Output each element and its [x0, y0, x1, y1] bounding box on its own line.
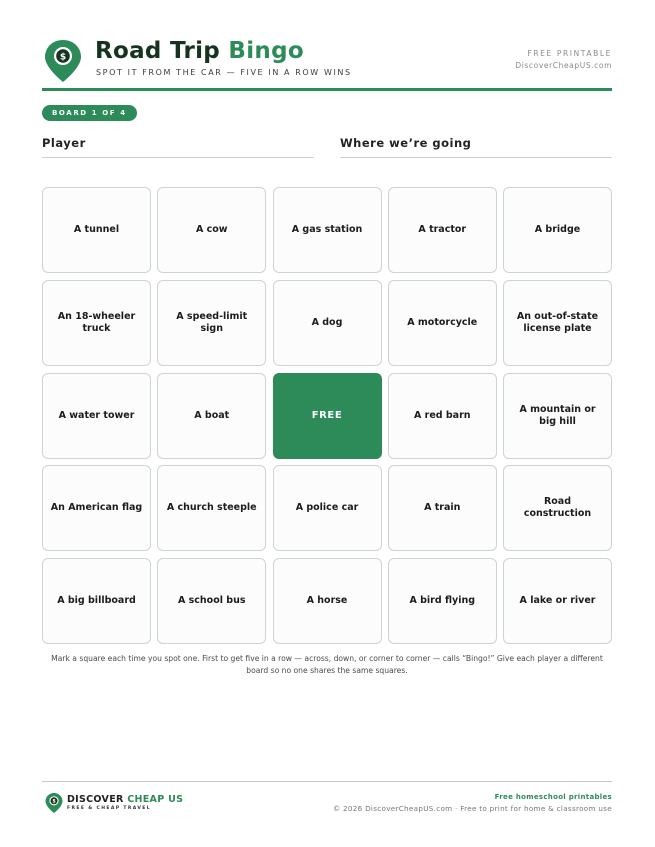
- bingo-square-label: A red barn: [413, 409, 471, 421]
- bingo-square-label: A speed-limit sign: [176, 310, 248, 334]
- bingo-square-label: A motorcycle: [407, 316, 478, 328]
- bingo-square[interactable]: [388, 558, 497, 644]
- bingo-square-label: A bird flying: [409, 595, 476, 606]
- brand-tagline: FREE & CHEAP TRAVEL: [67, 806, 151, 811]
- bingo-square-label: FREE: [311, 409, 343, 421]
- bingo-square[interactable]: [273, 558, 382, 644]
- bingo-square-label: An 18-wheeler truck: [57, 310, 136, 334]
- header-divider: [42, 88, 612, 91]
- bingo-square-label: A church steeple: [166, 502, 257, 514]
- bingo-square-label: A mountain or big hill: [519, 403, 596, 427]
- bingo-square[interactable]: [42, 187, 151, 273]
- bingo-square[interactable]: [157, 465, 266, 551]
- bingo-square[interactable]: [42, 373, 151, 459]
- bingo-square[interactable]: [157, 280, 266, 366]
- bingo-square-label: Road construction: [523, 496, 592, 520]
- bingo-square[interactable]: [503, 465, 612, 551]
- bingo-square[interactable]: [273, 280, 382, 366]
- brand-accent: CHEAP US: [127, 794, 184, 805]
- brand-main: DISCOVER: [67, 794, 124, 805]
- bingo-square-label: A water tower: [58, 409, 135, 421]
- bingo-square[interactable]: [388, 373, 497, 459]
- bingo-square[interactable]: [42, 465, 151, 551]
- title-main: Road Trip: [95, 38, 221, 64]
- bingo-square-label: An American flag: [50, 502, 143, 514]
- instructions-text: Mark a square each time you spot one. First to get five in a row — across, down, or corner to corner — calls “Bingo!” Give each player a different board so no one shares the same squares.: [51, 654, 603, 675]
- bingo-board: [42, 187, 612, 644]
- svg-text:$: $: [59, 52, 67, 63]
- bingo-square[interactable]: [273, 465, 382, 551]
- bingo-square-label: An out-of-state license plate: [516, 310, 599, 334]
- bingo-square-label: A train: [424, 502, 461, 514]
- bingo-square[interactable]: [157, 558, 266, 644]
- bingo-square[interactable]: [388, 187, 497, 273]
- bingo-square[interactable]: [157, 187, 266, 273]
- title-accent: Bingo: [228, 38, 304, 64]
- player-field[interactable]: [42, 136, 314, 158]
- footer-info: [333, 792, 612, 814]
- bingo-square[interactable]: [503, 280, 612, 366]
- bingo-square[interactable]: [157, 373, 266, 459]
- destination-field[interactable]: [340, 136, 612, 158]
- destination-label: Where we’re going: [340, 136, 472, 150]
- bingo-square[interactable]: [503, 373, 612, 459]
- bingo-square-label: A big billboard: [57, 595, 136, 606]
- footer-copyright: © 2026 DiscoverCheapUS.com · Free to print for home & classroom use: [332, 804, 612, 813]
- bingo-square-label: A horse: [306, 595, 348, 606]
- bingo-square-label: A gas station: [291, 224, 363, 235]
- header-meta: [515, 48, 612, 72]
- bingo-square[interactable]: [388, 465, 497, 551]
- bingo-square-label: A cow: [195, 224, 228, 235]
- footer-divider: [42, 781, 612, 782]
- page-header: [42, 36, 612, 90]
- bingo-free-square[interactable]: [273, 373, 382, 459]
- bingo-square-label: A bridge: [534, 224, 581, 235]
- svg-text:$: $: [52, 799, 56, 805]
- bingo-square-label: A lake or river: [519, 595, 596, 606]
- bingo-square-label: A tunnel: [73, 224, 120, 235]
- footer-headline: Free homeschool printables: [494, 793, 612, 801]
- bingo-square-label: A school bus: [177, 595, 246, 606]
- bingo-square[interactable]: [503, 558, 612, 644]
- bingo-square-label: A tractor: [418, 224, 467, 235]
- bingo-square-label: A dog: [311, 316, 343, 328]
- bingo-square[interactable]: [42, 558, 151, 644]
- bingo-square[interactable]: [42, 280, 151, 366]
- dollar-map-pin-icon: [44, 792, 64, 814]
- bingo-square[interactable]: [503, 187, 612, 273]
- board-number-badge: BOARD 1 OF 4: [42, 105, 137, 121]
- bingo-square[interactable]: [273, 187, 382, 273]
- page-title: [95, 38, 304, 64]
- site-url: DiscoverCheapUS.com: [515, 61, 612, 70]
- bingo-square-label: A police car: [295, 502, 359, 514]
- footer-brand: [67, 794, 183, 805]
- free-printable-label: FREE PRINTABLE: [527, 49, 612, 58]
- player-label: Player: [42, 136, 86, 150]
- page-subtitle: SPOT IT FROM THE CAR — FIVE IN A ROW WINS: [96, 68, 352, 77]
- bingo-square-label: A boat: [194, 409, 230, 421]
- dollar-map-pin-icon: [42, 38, 84, 84]
- bingo-square[interactable]: [388, 280, 497, 366]
